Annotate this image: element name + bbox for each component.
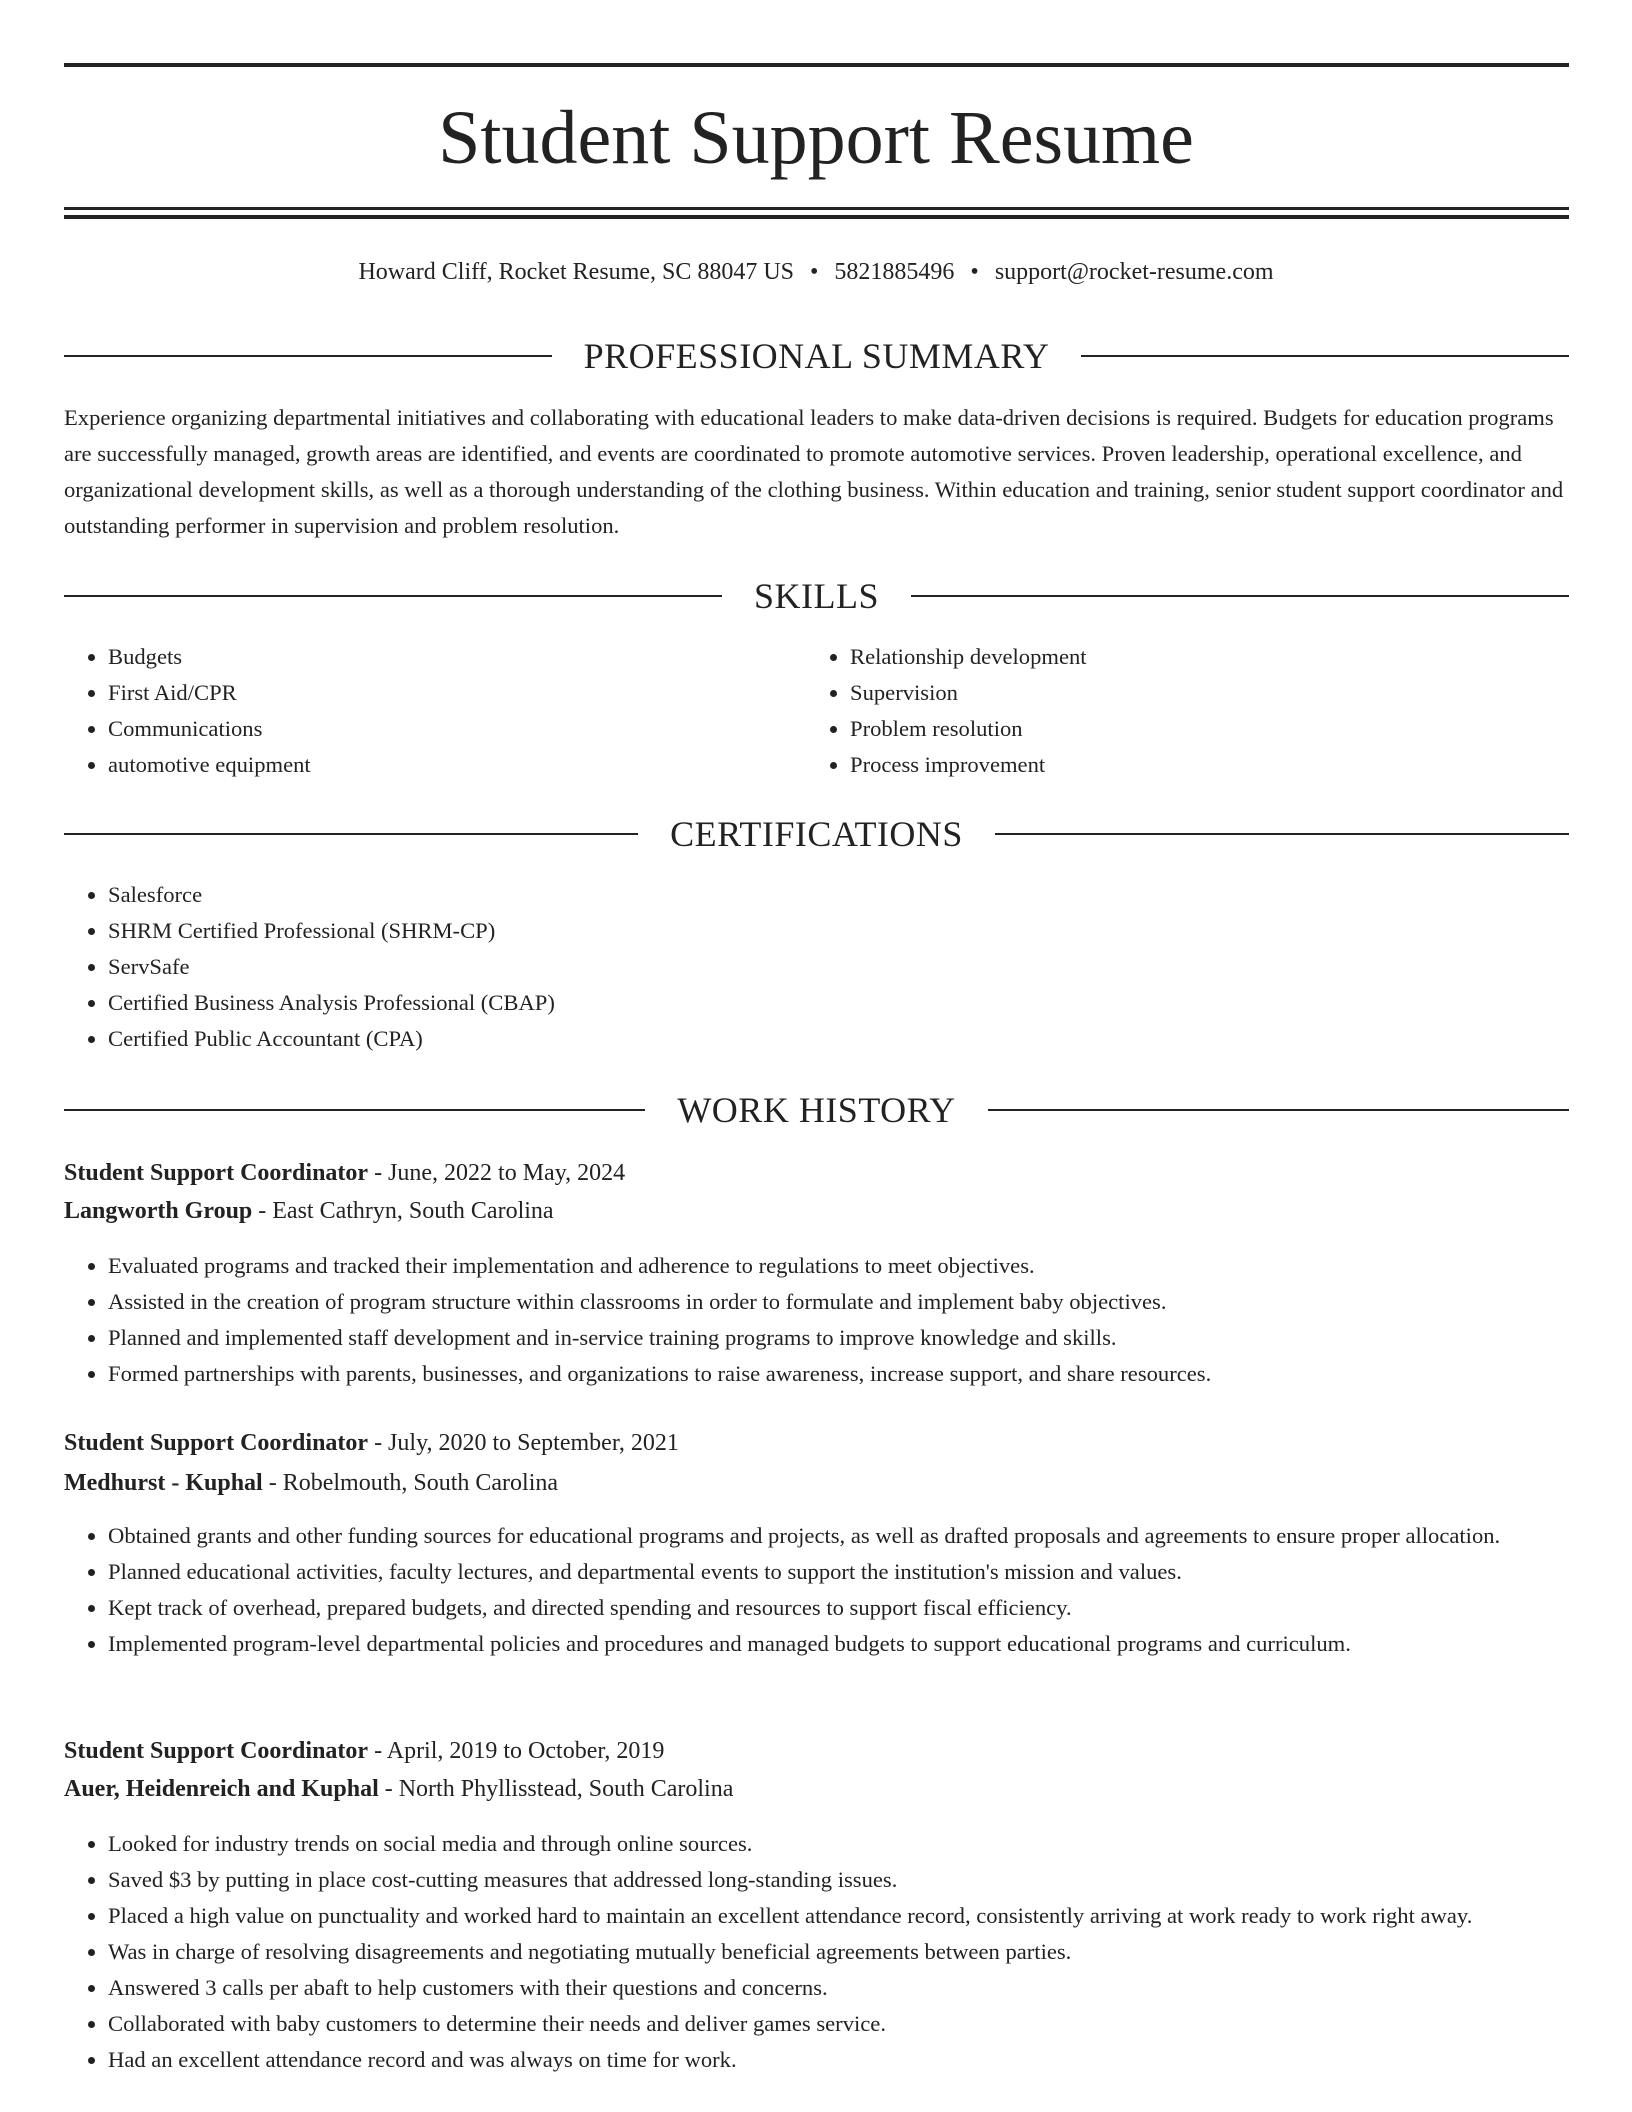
page-title: Student Support Resume	[438, 96, 1194, 180]
skill-item: • Supervision	[850, 675, 1550, 711]
certification-item: • Certified Business Analysis Professional (CBAP)	[108, 985, 1508, 1021]
skill-item: • automotive equipment	[108, 747, 808, 783]
job-bullet: • Collaborated with baby customers to determine their needs and deliver games service.	[108, 2006, 1613, 2042]
skills-list-left	[64, 639, 808, 783]
job-company: Auer, Heidenreich and Kuphal	[64, 1776, 379, 1802]
contact-phone: 5821885496	[834, 259, 955, 285]
job-company-line	[64, 1195, 1569, 1227]
contact-email: support@rocket-resume.com	[994, 259, 1274, 285]
certification-item: • Salesforce	[108, 877, 1508, 913]
job-bullet: • Answered 3 calls per abaft to help customers with their questions and concerns.	[108, 1970, 1613, 2006]
skill-item: • Relationship development	[850, 639, 1550, 675]
job-bullet: • Looked for industry trends on social media and through online sources.	[108, 1826, 1613, 1862]
skill-item: • Process improvement	[850, 747, 1550, 783]
job-company: Langworth Group	[64, 1198, 253, 1224]
certification-item: • Certified Public Accountant (CPA)	[108, 1021, 1508, 1057]
job-bullet: • Evaluated programs and tracked their implementation and adherence to regulations to meet objectives.	[108, 1248, 1613, 1284]
contact-line	[0, 256, 1632, 288]
contact-separator: •	[810, 259, 819, 285]
job-title: Student Support Coordinator	[64, 1160, 369, 1186]
job-location: - Robelmouth, South Carolina	[262, 1470, 559, 1496]
heading-rule-right	[911, 595, 1569, 597]
heading-rule-left	[64, 595, 722, 597]
heading-rule-right	[1081, 355, 1569, 357]
job-dates: - June, 2022 to May, 2024	[368, 1160, 626, 1186]
job-dates: - July, 2020 to September, 2021	[368, 1430, 679, 1456]
job-bullet: • Planned and implemented staff development and in-service training programs to improve knowledge and skills.	[108, 1320, 1613, 1356]
job-bullets	[64, 1826, 1613, 2078]
certification-item: • SHRM Certified Professional (SHRM-CP)	[108, 913, 1508, 949]
job-title-line	[64, 1735, 1569, 1767]
job-company-line	[64, 1773, 1569, 1805]
heading-rule-left	[64, 833, 638, 835]
certification-item: • ServSafe	[108, 949, 1508, 985]
job-bullet: • Placed a high value on punctuality and worked hard to maintain an excellent attendance record, consistently arriving at work ready to work right away.	[108, 1898, 1613, 1934]
job-bullet: • Formed partnerships with parents, businesses, and organizations to raise awareness, increase support, and share resources.	[108, 1356, 1613, 1392]
job-location: - East Cathryn, South Carolina	[252, 1198, 554, 1224]
skill-item: • Problem resolution	[850, 711, 1550, 747]
job-bullet: • Kept track of overhead, prepared budgets, and directed spending and resources to support fiscal efficiency.	[108, 1590, 1613, 1626]
job-bullets	[64, 1248, 1613, 1392]
work-history-heading	[64, 1090, 1569, 1130]
job-title-line	[64, 1427, 1569, 1459]
skill-item: • Communications	[108, 711, 808, 747]
job-bullets	[64, 1518, 1613, 1662]
job-company: Medhurst - Kuphal	[64, 1470, 263, 1496]
heading-rule-left	[64, 355, 552, 357]
heading-rule-right	[988, 1109, 1569, 1111]
job-bullet: • Was in charge of resolving disagreements and negotiating mutually beneficial agreements between parties.	[108, 1934, 1613, 1970]
skills-heading-label: SKILLS	[754, 576, 880, 616]
job-title-line	[64, 1157, 1569, 1189]
certifications-heading	[64, 814, 1569, 854]
job-bullet: • Implemented program-level departmental policies and procedures and managed budgets to support educational programs and curriculum.	[108, 1626, 1613, 1662]
summary-heading-label: PROFESSIONAL SUMMARY	[583, 336, 1050, 376]
job-bullet: • Planned educational activities, faculty lectures, and departmental events to support the institution's mission and values.	[108, 1554, 1613, 1590]
job-bullet: • Obtained grants and other funding sources for educational programs and projects, as well as drafted proposals and agreements to ensure proper allocation.	[108, 1518, 1613, 1554]
summary-heading	[64, 336, 1569, 376]
heading-rule-right	[995, 833, 1569, 835]
skills-list-right	[806, 639, 1550, 783]
skills-heading	[64, 576, 1569, 616]
summary-text: Experience organizing departmental initiatives and collaborating with educational leaders to make data-driven decisions is required. Budgets for education programs are successfully managed, growth areas are identified, and events are coordinated to promote automotive services. Proven leadership, operational excellence, and organizational development skills, as well as a thorough understanding of the clothing business. Within education and training, senior student support coordinator and outstanding performer in supervision and problem resolution.	[64, 405, 1564, 538]
work-history-heading-label: WORK HISTORY	[677, 1090, 956, 1130]
title-rule-lower	[64, 215, 1569, 219]
job-title: Student Support Coordinator	[64, 1430, 369, 1456]
heading-rule-left	[64, 1109, 645, 1111]
job-dates: - April, 2019 to October, 2019	[368, 1738, 665, 1764]
job-title: Student Support Coordinator	[64, 1738, 369, 1764]
job-bullet: • Saved $3 by putting in place cost-cutting measures that addressed long-standing issues.	[108, 1862, 1613, 1898]
skill-item: • First Aid/CPR	[108, 675, 808, 711]
certifications-heading-label: CERTIFICATIONS	[670, 814, 963, 854]
job-company-line	[64, 1467, 1569, 1499]
job-bullet: • Had an excellent attendance record and was always on time for work.	[108, 2042, 1613, 2078]
job-bullet: • Assisted in the creation of program structure within classrooms in order to formulate and implement baby objectives.	[108, 1284, 1613, 1320]
contact-address: Howard Cliff, Rocket Resume, SC 88047 US	[358, 259, 795, 285]
skill-item: • Budgets	[108, 639, 808, 675]
top-rule	[64, 63, 1569, 67]
title-rule-upper	[64, 207, 1569, 210]
job-location: - North Phyllisstead, South Carolina	[378, 1776, 734, 1802]
contact-separator: •	[970, 259, 979, 285]
certifications-list	[64, 877, 1508, 1057]
